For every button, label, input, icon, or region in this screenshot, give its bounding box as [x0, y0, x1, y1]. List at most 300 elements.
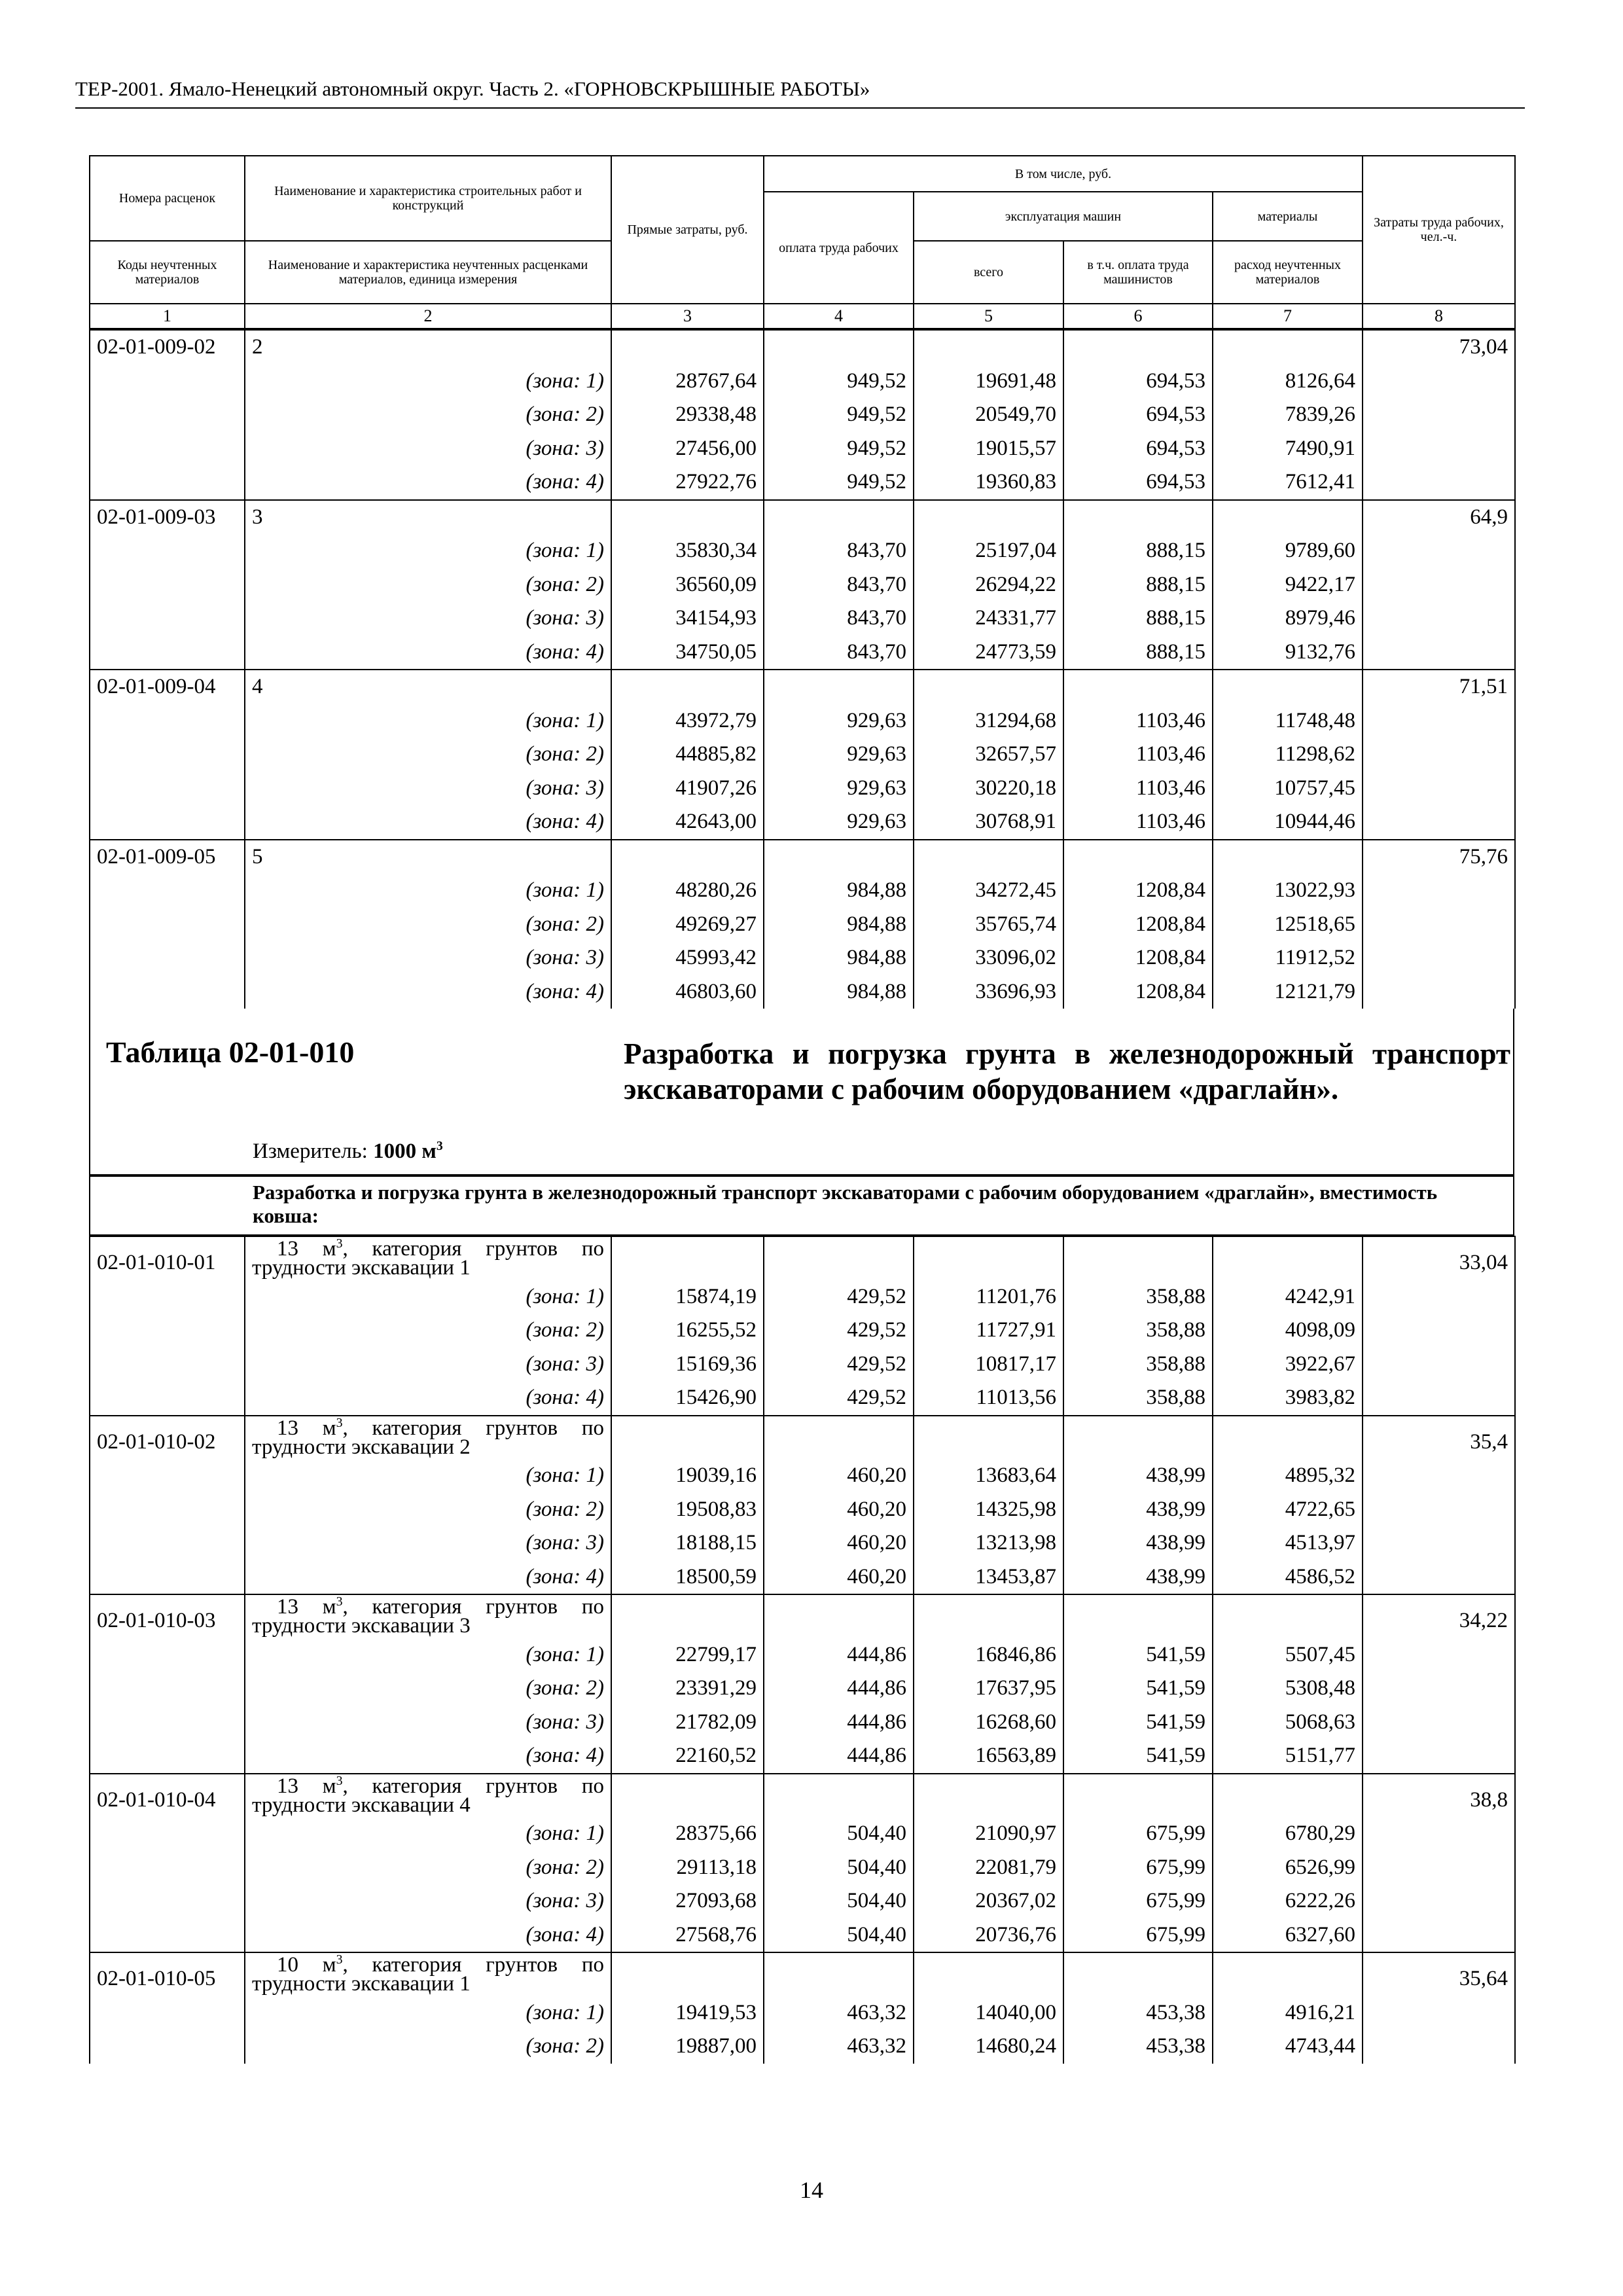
worker-wages: 984,88 [764, 975, 914, 1009]
empty-cell [1363, 1459, 1515, 1493]
empty-cell [90, 1672, 245, 1706]
materials-cost: 11298,62 [1213, 738, 1363, 772]
col-number: 1 [90, 304, 245, 329]
empty-cell [1213, 1594, 1363, 1638]
machinist-wages: 438,99 [1063, 1526, 1213, 1560]
materials-cost: 9789,60 [1213, 534, 1363, 568]
direct-costs: 23391,29 [611, 1672, 764, 1706]
empty-cell [90, 1996, 245, 2030]
empty-cell [90, 1706, 245, 1740]
empty-cell [1363, 398, 1515, 432]
machinist-wages: 541,59 [1063, 1638, 1213, 1672]
labor-costs: 38,8 [1363, 1774, 1515, 1818]
table-number: Таблица 02-01-010 [106, 1035, 355, 1069]
worker-wages: 460,20 [764, 1560, 914, 1595]
machines-total: 13683,64 [914, 1459, 1063, 1493]
empty-cell [914, 840, 1063, 874]
zone-row [90, 975, 1515, 1009]
empty-cell [90, 1884, 245, 1918]
empty-cell [1213, 670, 1363, 704]
worker-wages: 843,70 [764, 636, 914, 670]
empty-cell [1363, 941, 1515, 975]
machines-total: 13453,87 [914, 1560, 1063, 1595]
worker-wages: 843,70 [764, 568, 914, 602]
empty-cell [90, 941, 245, 975]
zone-row [90, 1459, 1515, 1493]
zone-row [90, 432, 1515, 466]
zone-label: (зона: 4) [245, 1918, 611, 1953]
table-subtitle-block [89, 1175, 1514, 1236]
direct-costs: 34154,93 [611, 601, 764, 636]
zone-row [90, 1851, 1515, 1885]
empty-cell [90, 704, 245, 738]
zone-row [90, 398, 1515, 432]
col-direct-costs-header: Прямые затраты, руб. [611, 156, 764, 304]
machines-total: 33096,02 [914, 941, 1063, 975]
zone-label: (зона: 1) [245, 1280, 611, 1314]
rate-description [245, 1416, 611, 1460]
materials-cost: 9422,17 [1213, 568, 1363, 602]
empty-cell [1363, 1851, 1515, 1885]
col-number: 3 [611, 304, 764, 329]
machinist-wages: 358,88 [1063, 1314, 1213, 1348]
col-number: 5 [914, 304, 1063, 329]
machinist-wages: 888,15 [1063, 534, 1213, 568]
empty-cell [1363, 1884, 1515, 1918]
machines-total: 14325,98 [914, 1493, 1063, 1527]
materials-cost: 7839,26 [1213, 398, 1363, 432]
rate-header-row [90, 1952, 1515, 1996]
machines-total: 35765,74 [914, 908, 1063, 942]
worker-wages: 929,63 [764, 738, 914, 772]
zone-row [90, 1493, 1515, 1527]
measure-label: Измеритель: [253, 1139, 368, 1163]
col-machinist-wages-header: в т.ч. оплата труда машинистов [1063, 241, 1213, 304]
empty-cell [1363, 365, 1515, 399]
zone-row [90, 636, 1515, 670]
empty-cell [90, 1314, 245, 1348]
empty-cell [914, 1594, 1063, 1638]
empty-cell [90, 1739, 245, 1774]
zone-label: (зона: 1) [245, 874, 611, 908]
rate-code: 02-01-009-05 [90, 840, 245, 874]
col-material-names-header: Наименование и характеристика неучтенных расценками материалов, единица измерения [245, 241, 611, 304]
rate-header-row [90, 500, 1515, 535]
machines-total: 20736,76 [914, 1918, 1063, 1953]
empty-cell [914, 500, 1063, 535]
rate-description [245, 1952, 611, 1996]
direct-costs: 49269,27 [611, 908, 764, 942]
empty-cell [914, 1774, 1063, 1818]
direct-costs: 46803,60 [611, 975, 764, 1009]
zone-row [90, 601, 1515, 636]
zone-row [90, 1739, 1515, 1774]
machines-total: 14680,24 [914, 2030, 1063, 2064]
materials-cost: 4513,97 [1213, 1526, 1363, 1560]
machines-total: 20367,02 [914, 1884, 1063, 1918]
col-labor-costs-header: Затраты труда рабочих, чел.-ч. [1363, 156, 1515, 304]
direct-costs: 28375,66 [611, 1817, 764, 1851]
page-number: 14 [800, 2177, 823, 2203]
machinist-wages: 1103,46 [1063, 805, 1213, 840]
col-machines-header: эксплуатация машин [914, 192, 1213, 241]
direct-costs: 36560,09 [611, 568, 764, 602]
empty-cell [90, 636, 245, 670]
materials-cost: 12121,79 [1213, 975, 1363, 1009]
empty-cell [1363, 704, 1515, 738]
direct-costs: 28767,64 [611, 365, 764, 399]
zone-row [90, 1638, 1515, 1672]
empty-cell [611, 330, 764, 365]
materials-cost: 3922,67 [1213, 1348, 1363, 1382]
zone-row [90, 704, 1515, 738]
zone-label: (зона: 3) [245, 601, 611, 636]
machines-total: 11201,76 [914, 1280, 1063, 1314]
machines-total: 32657,57 [914, 738, 1063, 772]
zone-label: (зона: 3) [245, 772, 611, 806]
worker-wages: 504,40 [764, 1918, 914, 1953]
direct-costs: 18188,15 [611, 1526, 764, 1560]
rates-table-part2 [89, 1236, 1516, 2064]
materials-cost: 6222,26 [1213, 1884, 1363, 1918]
zone-row [90, 805, 1515, 840]
empty-cell [764, 330, 914, 365]
machinist-wages: 541,59 [1063, 1672, 1213, 1706]
empty-cell [1363, 534, 1515, 568]
zone-label: (зона: 3) [245, 432, 611, 466]
materials-cost: 10944,46 [1213, 805, 1363, 840]
worker-wages: 929,63 [764, 805, 914, 840]
empty-cell [611, 840, 764, 874]
rate-description-volume: 13 м [277, 1416, 336, 1440]
empty-cell [1363, 1348, 1515, 1382]
col-rate-numbers-header: Номера расценок [90, 156, 245, 241]
empty-cell [764, 1416, 914, 1460]
zone-row [90, 1280, 1515, 1314]
zone-label: (зона: 4) [245, 1381, 611, 1416]
empty-cell [90, 772, 245, 806]
empty-cell [1213, 1952, 1363, 1996]
machinist-wages: 888,15 [1063, 636, 1213, 670]
machinist-wages: 694,53 [1063, 465, 1213, 500]
rate-code: 02-01-009-04 [90, 670, 245, 704]
rate-code: 02-01-010-01 [90, 1236, 245, 1280]
empty-cell [764, 1236, 914, 1280]
empty-cell [90, 1280, 245, 1314]
worker-wages: 929,63 [764, 772, 914, 806]
empty-cell [90, 738, 245, 772]
materials-cost: 11748,48 [1213, 704, 1363, 738]
machines-total: 34272,45 [914, 874, 1063, 908]
labor-costs: 73,04 [1363, 330, 1515, 365]
direct-costs: 29338,48 [611, 398, 764, 432]
direct-costs: 27093,68 [611, 1884, 764, 1918]
zone-label: (зона: 1) [245, 534, 611, 568]
materials-cost: 4242,91 [1213, 1280, 1363, 1314]
machinist-wages: 358,88 [1063, 1381, 1213, 1416]
rate-description [245, 1774, 611, 1818]
empty-cell [90, 908, 245, 942]
labor-costs: 35,4 [1363, 1416, 1515, 1460]
empty-cell [90, 1459, 245, 1493]
machinist-wages: 1103,46 [1063, 704, 1213, 738]
rate-description [245, 1594, 611, 1638]
materials-cost: 13022,93 [1213, 874, 1363, 908]
machinist-wages: 888,15 [1063, 601, 1213, 636]
worker-wages: 444,86 [764, 1638, 914, 1672]
zone-label: (зона: 2) [245, 1672, 611, 1706]
empty-cell [611, 1774, 764, 1818]
empty-cell [764, 1952, 914, 1996]
rate-description-volume: 13 м [277, 1237, 336, 1261]
machinist-wages: 1208,84 [1063, 874, 1213, 908]
empty-cell [1063, 1774, 1213, 1818]
empty-cell [764, 840, 914, 874]
rates-table-part1 [89, 329, 1516, 1009]
direct-costs: 45993,42 [611, 941, 764, 975]
materials-cost: 9132,76 [1213, 636, 1363, 670]
zone-row [90, 1314, 1515, 1348]
machines-total: 31294,68 [914, 704, 1063, 738]
zone-row [90, 1996, 1515, 2030]
worker-wages: 460,20 [764, 1493, 914, 1527]
worker-wages: 984,88 [764, 908, 914, 942]
machinist-wages: 694,53 [1063, 398, 1213, 432]
zone-label: (зона: 1) [245, 1996, 611, 2030]
machines-total: 25197,04 [914, 534, 1063, 568]
direct-costs: 22160,52 [611, 1739, 764, 1774]
empty-cell [1363, 1817, 1515, 1851]
empty-cell [90, 1381, 245, 1416]
worker-wages: 429,52 [764, 1381, 914, 1416]
rate-description [245, 1236, 611, 1280]
direct-costs: 27922,76 [611, 465, 764, 500]
empty-cell [1363, 1918, 1515, 1953]
rate-description: 3 [245, 500, 611, 535]
zone-row [90, 1884, 1515, 1918]
empty-cell [1213, 1236, 1363, 1280]
empty-cell [1363, 1280, 1515, 1314]
machines-total: 11727,91 [914, 1314, 1063, 1348]
empty-cell [1363, 465, 1515, 500]
col-unaccounted-materials-header: расход неучтенных материалов [1213, 241, 1363, 304]
empty-cell [1363, 1314, 1515, 1348]
worker-wages: 843,70 [764, 601, 914, 636]
machines-total: 13213,98 [914, 1526, 1063, 1560]
worker-wages: 429,52 [764, 1348, 914, 1382]
machinist-wages: 1103,46 [1063, 738, 1213, 772]
machinist-wages: 1208,84 [1063, 941, 1213, 975]
machines-total: 33696,93 [914, 975, 1063, 1009]
direct-costs: 18500,59 [611, 1560, 764, 1595]
empty-cell [764, 1594, 914, 1638]
worker-wages: 429,52 [764, 1280, 914, 1314]
measure-unit [253, 1139, 443, 1164]
worker-wages: 843,70 [764, 534, 914, 568]
materials-cost: 8126,64 [1213, 365, 1363, 399]
zone-label: (зона: 1) [245, 365, 611, 399]
direct-costs: 19887,00 [611, 2030, 764, 2064]
machinist-wages: 541,59 [1063, 1706, 1213, 1740]
materials-cost: 4586,52 [1213, 1560, 1363, 1595]
empty-cell [1363, 1638, 1515, 1672]
col-number: 4 [764, 304, 914, 329]
materials-cost: 10757,45 [1213, 772, 1363, 806]
empty-cell [90, 534, 245, 568]
materials-cost: 5068,63 [1213, 1706, 1363, 1740]
col-wages-header: оплата труда рабочих [764, 192, 914, 304]
worker-wages: 984,88 [764, 941, 914, 975]
empty-cell [90, 465, 245, 500]
direct-costs: 19039,16 [611, 1459, 764, 1493]
table-title: Разработка и погрузка грунта в железнодорожный транспорт экскаваторами с рабочим оборудованием «драглайн». [624, 1037, 1510, 1105]
empty-cell [1363, 1996, 1515, 2030]
empty-cell [1213, 840, 1363, 874]
col-number: 6 [1063, 304, 1213, 329]
labor-costs: 35,64 [1363, 1952, 1515, 1996]
empty-cell [1063, 1594, 1213, 1638]
empty-cell [914, 1416, 1063, 1460]
worker-wages: 504,40 [764, 1851, 914, 1885]
zone-label: (зона: 3) [245, 1706, 611, 1740]
machines-total: 11013,56 [914, 1381, 1063, 1416]
machinist-wages: 1208,84 [1063, 975, 1213, 1009]
empty-cell [90, 1493, 245, 1527]
zone-row [90, 568, 1515, 602]
worker-wages: 460,20 [764, 1459, 914, 1493]
direct-costs: 48280,26 [611, 874, 764, 908]
machines-total: 20549,70 [914, 398, 1063, 432]
labor-costs: 75,76 [1363, 840, 1515, 874]
rate-header-row [90, 840, 1515, 874]
empty-cell [90, 1348, 245, 1382]
direct-costs: 27456,00 [611, 432, 764, 466]
materials-cost: 4916,21 [1213, 1996, 1363, 2030]
machinist-wages: 675,99 [1063, 1817, 1213, 1851]
zone-label: (зона: 3) [245, 1348, 611, 1382]
empty-cell [1363, 1493, 1515, 1527]
empty-cell [90, 975, 245, 1009]
direct-costs: 42643,00 [611, 805, 764, 840]
labor-costs: 33,04 [1363, 1236, 1515, 1280]
worker-wages: 444,86 [764, 1706, 914, 1740]
worker-wages: 984,88 [764, 874, 914, 908]
empty-cell [1363, 908, 1515, 942]
empty-cell [1363, 1672, 1515, 1706]
worker-wages: 504,40 [764, 1817, 914, 1851]
empty-cell [1363, 2030, 1515, 2064]
rate-header-row [90, 1416, 1515, 1460]
rate-description-text: , категория грунтов по трудности экскавации 3 [252, 1595, 604, 1638]
rate-description: 5 [245, 840, 611, 874]
empty-cell [90, 2030, 245, 2064]
materials-cost: 8979,46 [1213, 601, 1363, 636]
zone-row [90, 1817, 1515, 1851]
worker-wages: 460,20 [764, 1526, 914, 1560]
rate-header-row [90, 670, 1515, 704]
zone-label: (зона: 4) [245, 1560, 611, 1595]
direct-costs: 27568,76 [611, 1918, 764, 1953]
zone-label: (зона: 2) [245, 1493, 611, 1527]
direct-costs: 15169,36 [611, 1348, 764, 1382]
machinist-wages: 453,38 [1063, 1996, 1213, 2030]
zone-label: (зона: 4) [245, 465, 611, 500]
empty-cell [1363, 1526, 1515, 1560]
machinist-wages: 541,59 [1063, 1739, 1213, 1774]
rate-description-exponent: 3 [336, 1236, 343, 1251]
rate-header-row [90, 1236, 1515, 1280]
worker-wages: 949,52 [764, 432, 914, 466]
empty-cell [90, 874, 245, 908]
rate-description-text: , категория грунтов по трудности экскавации 1 [252, 1953, 604, 1996]
machines-total: 16268,60 [914, 1706, 1063, 1740]
zone-row [90, 2030, 1515, 2064]
direct-costs: 19419,53 [611, 1996, 764, 2030]
empty-cell [1363, 738, 1515, 772]
zone-label: (зона: 2) [245, 1314, 611, 1348]
empty-cell [611, 500, 764, 535]
empty-cell [914, 1952, 1063, 1996]
empty-cell [90, 1851, 245, 1885]
zone-label: (зона: 3) [245, 941, 611, 975]
direct-costs: 16255,52 [611, 1314, 764, 1348]
rates-document [89, 155, 1514, 2064]
machines-total: 26294,22 [914, 568, 1063, 602]
materials-cost: 5151,77 [1213, 1739, 1363, 1774]
empty-cell [764, 1774, 914, 1818]
zone-label: (зона: 1) [245, 1459, 611, 1493]
worker-wages: 949,52 [764, 365, 914, 399]
worker-wages: 949,52 [764, 398, 914, 432]
table-title-block [89, 1009, 1514, 1175]
empty-cell [90, 568, 245, 602]
zone-label: (зона: 4) [245, 805, 611, 840]
rate-description-exponent: 3 [336, 1415, 343, 1430]
table-subtitle: Разработка и погрузка грунта в железнодорожный транспорт экскаваторами с рабочим оборудованием «драглайн», вместимость ковша: [253, 1181, 1438, 1227]
zone-label: (зона: 1) [245, 1638, 611, 1672]
worker-wages: 504,40 [764, 1884, 914, 1918]
materials-cost: 5308,48 [1213, 1672, 1363, 1706]
zone-row [90, 1706, 1515, 1740]
rate-code: 02-01-010-03 [90, 1594, 245, 1638]
rate-description-volume: 13 м [277, 1595, 336, 1619]
materials-cost: 4743,44 [1213, 2030, 1363, 2064]
direct-costs: 29113,18 [611, 1851, 764, 1885]
rate-code: 02-01-009-03 [90, 500, 245, 535]
materials-cost: 11912,52 [1213, 941, 1363, 975]
zone-label: (зона: 4) [245, 636, 611, 670]
empty-cell [1363, 874, 1515, 908]
rate-header-row [90, 1774, 1515, 1818]
empty-cell [90, 1560, 245, 1595]
page-header: ТЕР-2001. Ямало-Ненецкий автономный округ. Часть 2. «ГОРНОВСКРЫШНЫЕ РАБОТЫ» [75, 77, 1525, 109]
zone-row [90, 1918, 1515, 1953]
rate-header-row [90, 1594, 1515, 1638]
empty-cell [90, 365, 245, 399]
machinist-wages: 694,53 [1063, 432, 1213, 466]
col-number: 2 [245, 304, 611, 329]
machines-total: 10817,17 [914, 1348, 1063, 1382]
machinist-wages: 1103,46 [1063, 772, 1213, 806]
empty-cell [914, 330, 1063, 365]
zone-label: (зона: 2) [245, 908, 611, 942]
empty-cell [1213, 500, 1363, 535]
machines-total: 30768,91 [914, 805, 1063, 840]
materials-cost: 4895,32 [1213, 1459, 1363, 1493]
zone-label: (зона: 4) [245, 975, 611, 1009]
machines-total: 17637,95 [914, 1672, 1063, 1706]
zone-row [90, 365, 1515, 399]
